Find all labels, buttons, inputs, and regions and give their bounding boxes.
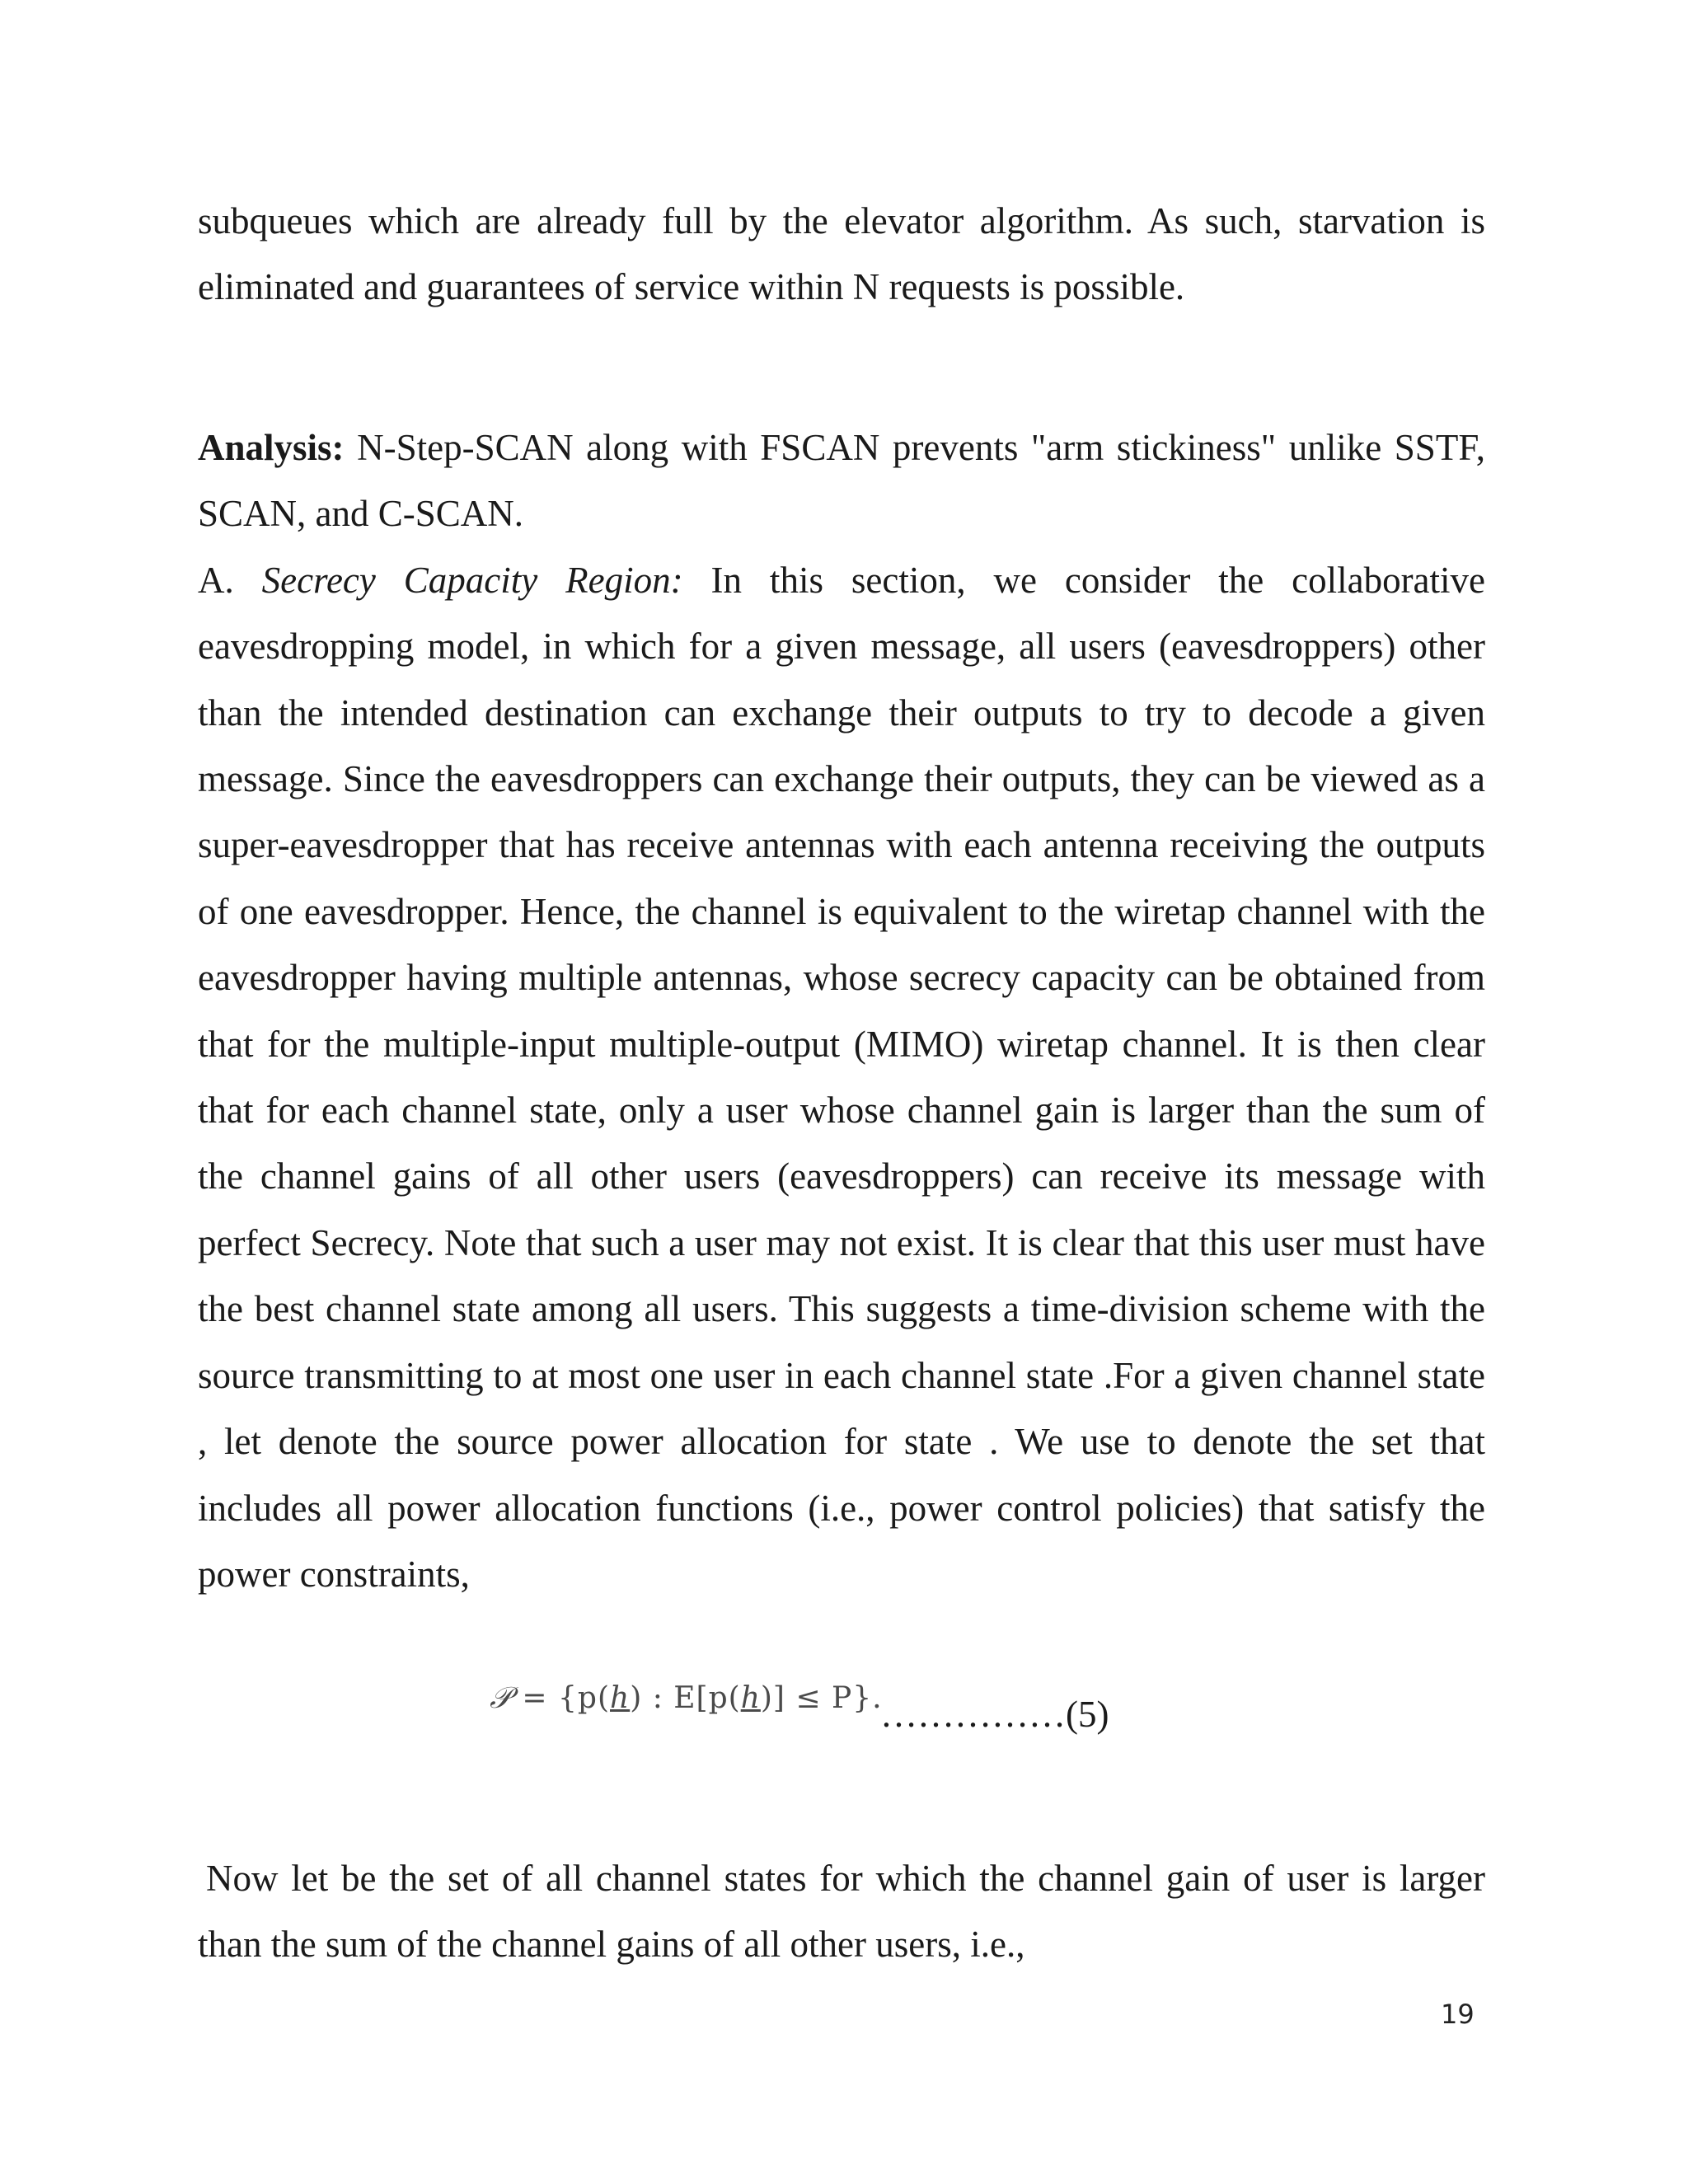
page-number: 19 [1441, 1999, 1475, 2030]
formula-part: )] ≤ P}. [760, 1681, 883, 1715]
paragraph-analysis-section [198, 415, 1485, 1607]
section-prefix: A. [198, 559, 262, 601]
analysis-paragraph [198, 415, 1485, 547]
paragraph-scan-intro [198, 188, 1485, 321]
equation-5 [490, 1681, 1231, 1755]
equation-number: ……………(5) [880, 1694, 1109, 1735]
section-paragraph [198, 547, 1485, 1608]
paragraph-text: Now let be the set of all channel states for which the channel gain of user is larger than the sum of the channel gains of all other users, i.e., [198, 1858, 1485, 1966]
paragraph-channel-states [198, 1845, 1485, 1978]
formula-part: ) : E[p( [630, 1681, 741, 1715]
equation-formula [490, 1681, 883, 1716]
analysis-text: N-Step-SCAN along with FSCAN prevents "arm stickiness" unlike SSTF, SCAN, and C-SCAN. [198, 427, 1485, 535]
formula-h-vector: h [740, 1681, 761, 1715]
formula-set-symbol: 𝒫 [490, 1681, 512, 1715]
paragraph-text: subqueues which are already full by the elevator algorithm. As such, starvation is eliminated and guarantees of service within N requests is possible. [198, 200, 1485, 308]
formula-h-vector: h [610, 1681, 631, 1715]
analysis-label: Analysis: [198, 427, 345, 468]
formula-part: = {p( [511, 1681, 611, 1715]
section-title: Secrecy Capacity Region: [261, 559, 683, 601]
section-text: In this section, we consider the collaborative eavesdropping model, in which for a given message, all users (eavesdroppers) other than the intended destination can exchange their outputs to try to decode a given message. Since the eavesdroppers can exchange their outputs, they can be viewed as a super-eavesdropper that has receive antennas with each antenna receiving the outputs of one eavesdropper. Hence, the channel is equivalent to the wiretap channel with the eavesdropper having multiple antennas, whose secrecy capacity can be obtained from that for the multiple-input multiple-output (MIMO) wiretap channel. It is then clear that for each channel state, only a user whose channel gain is larger than the sum of the channel gains of all other users (eavesdroppers) can receive its message with perfect Secrecy. Note that such a user may not exist. It is clear that this user must have the best channel state among all users. This suggests a time-division scheme with the source transmitting to at most one user in each channel state .For a given channel state , let denote the source power allocation for state . We use to denote the set that includes all power allocation functions (i.e., power control policies) that satisfy the power constraints, [198, 559, 1486, 1595]
